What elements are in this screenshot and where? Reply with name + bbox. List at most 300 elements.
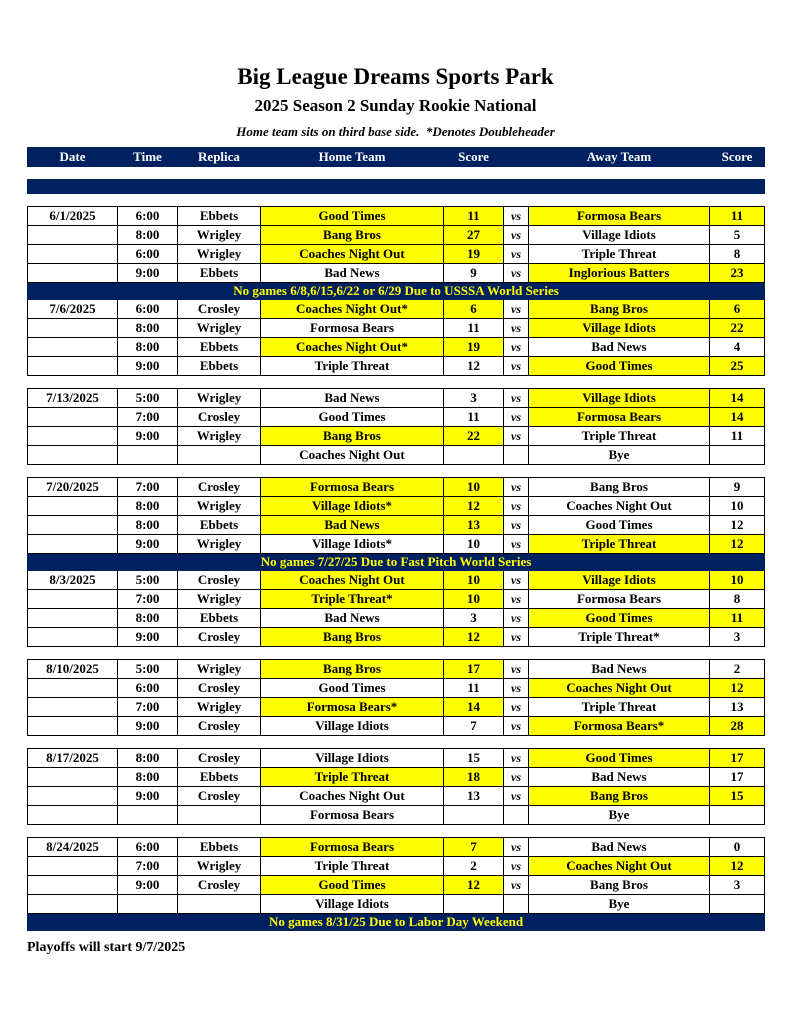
notice-banner-row <box>28 554 765 571</box>
home-team-cell: Triple Threat* <box>261 590 444 609</box>
date-cell <box>28 768 118 787</box>
time-cell: 6:00 <box>118 300 178 319</box>
date-cell: 7/13/2025 <box>28 389 118 408</box>
home-score-cell: 22 <box>444 427 504 446</box>
home-score-cell: 15 <box>444 749 504 768</box>
away-score-cell: 25 <box>710 357 765 376</box>
home-team-cell: Village Idiots <box>261 895 444 914</box>
date-cell <box>28 609 118 628</box>
time-cell: 6:00 <box>118 207 178 226</box>
game-row <box>28 226 765 245</box>
home-team-cell: Coaches Night Out <box>261 571 444 590</box>
away-score-cell: 11 <box>710 207 765 226</box>
away-score-cell: 3 <box>710 628 765 647</box>
table-header-row <box>28 148 765 167</box>
time-cell: 6:00 <box>118 245 178 264</box>
vs-cell: vs <box>504 427 529 446</box>
home-score-cell: 10 <box>444 571 504 590</box>
replica-cell: Wrigley <box>178 245 261 264</box>
away-team-cell: Bang Bros <box>529 478 710 497</box>
date-cell <box>28 806 118 825</box>
col-header-away-score: Score <box>710 148 765 167</box>
time-cell: 9:00 <box>118 717 178 736</box>
notice-banner-text: No games 8/31/25 Due to Labor Day Weekend <box>28 914 765 931</box>
replica-cell <box>178 895 261 914</box>
time-cell: 8:00 <box>118 749 178 768</box>
home-score-cell: 13 <box>444 516 504 535</box>
date-cell <box>28 357 118 376</box>
vs-cell <box>504 895 529 914</box>
home-score-cell: 12 <box>444 497 504 516</box>
col-header-time: Time <box>118 148 178 167</box>
replica-cell: Wrigley <box>178 497 261 516</box>
replica-cell: Ebbets <box>178 516 261 535</box>
replica-cell: Crosley <box>178 876 261 895</box>
replica-cell: Wrigley <box>178 226 261 245</box>
away-score-cell: 28 <box>710 717 765 736</box>
home-score-cell: 11 <box>444 679 504 698</box>
away-score-cell: 6 <box>710 300 765 319</box>
home-team-cell: Triple Threat <box>261 357 444 376</box>
vs-cell: vs <box>504 408 529 427</box>
home-score-cell: 12 <box>444 876 504 895</box>
date-cell <box>28 895 118 914</box>
vs-cell: vs <box>504 590 529 609</box>
vs-cell: vs <box>504 857 529 876</box>
date-cell <box>28 245 118 264</box>
vs-cell: vs <box>504 264 529 283</box>
spacer-row <box>28 647 765 660</box>
home-score-cell: 3 <box>444 389 504 408</box>
game-row <box>28 857 765 876</box>
date-cell <box>28 264 118 283</box>
game-row <box>28 535 765 554</box>
vs-cell: vs <box>504 787 529 806</box>
replica-cell: Ebbets <box>178 207 261 226</box>
replica-cell: Wrigley <box>178 319 261 338</box>
replica-cell: Wrigley <box>178 857 261 876</box>
vs-cell: vs <box>504 207 529 226</box>
replica-cell: Crosley <box>178 478 261 497</box>
away-score-cell: 2 <box>710 660 765 679</box>
replica-cell: Ebbets <box>178 768 261 787</box>
game-row <box>28 300 765 319</box>
replica-cell: Crosley <box>178 300 261 319</box>
date-cell <box>28 427 118 446</box>
time-cell: 6:00 <box>118 679 178 698</box>
vs-cell: vs <box>504 660 529 679</box>
home-team-cell: Good Times <box>261 408 444 427</box>
away-team-cell: Bang Bros <box>529 876 710 895</box>
vs-cell: vs <box>504 357 529 376</box>
vs-cell: vs <box>504 628 529 647</box>
schedule-body <box>28 167 765 931</box>
date-cell <box>28 590 118 609</box>
time-cell: 9:00 <box>118 628 178 647</box>
game-row <box>28 245 765 264</box>
replica-cell: Ebbets <box>178 357 261 376</box>
vs-cell: vs <box>504 226 529 245</box>
spacer-row <box>28 736 765 749</box>
replica-cell: Crosley <box>178 628 261 647</box>
home-score-cell: 7 <box>444 838 504 857</box>
home-team-cell: Bad News <box>261 516 444 535</box>
home-team-cell: Bang Bros <box>261 660 444 679</box>
spacer <box>28 167 765 180</box>
bye-row <box>28 446 765 465</box>
home-team-cell: Coaches Night Out <box>261 787 444 806</box>
time-cell: 9:00 <box>118 787 178 806</box>
time-cell: 8:00 <box>118 516 178 535</box>
time-cell: 8:00 <box>118 338 178 357</box>
vs-cell: vs <box>504 319 529 338</box>
home-score-cell: 19 <box>444 245 504 264</box>
away-team-cell: Bye <box>529 446 710 465</box>
replica-cell: Crosley <box>178 787 261 806</box>
home-team-cell: Good Times <box>261 679 444 698</box>
vs-cell: vs <box>504 717 529 736</box>
away-score-cell: 15 <box>710 787 765 806</box>
game-row <box>28 478 765 497</box>
time-cell: 7:00 <box>118 478 178 497</box>
home-score-cell: 2 <box>444 857 504 876</box>
spacer <box>28 736 765 749</box>
navy-divider-row <box>28 180 765 194</box>
vs-cell: vs <box>504 679 529 698</box>
col-header-date: Date <box>28 148 118 167</box>
away-score-cell <box>710 806 765 825</box>
game-row <box>28 590 765 609</box>
away-score-cell: 3 <box>710 876 765 895</box>
date-cell <box>28 679 118 698</box>
game-row <box>28 698 765 717</box>
away-score-cell: 22 <box>710 319 765 338</box>
game-row <box>28 338 765 357</box>
notice-banner-row <box>28 283 765 300</box>
away-team-cell: Bad News <box>529 338 710 357</box>
game-row <box>28 660 765 679</box>
replica-cell <box>178 806 261 825</box>
schedule-table <box>27 147 765 931</box>
home-team-cell: Bang Bros <box>261 427 444 446</box>
time-cell: 9:00 <box>118 264 178 283</box>
home-score-cell <box>444 446 504 465</box>
game-row <box>28 609 765 628</box>
date-cell: 7/20/2025 <box>28 478 118 497</box>
home-score-cell: 6 <box>444 300 504 319</box>
away-score-cell: 8 <box>710 245 765 264</box>
notice-banner-text: No games 7/27/25 Due to Fast Pitch World Series <box>28 554 765 571</box>
col-header-replica: Replica <box>178 148 261 167</box>
home-team-cell: Village Idiots <box>261 717 444 736</box>
replica-cell <box>178 446 261 465</box>
time-cell: 7:00 <box>118 590 178 609</box>
away-team-cell: Bang Bros <box>529 787 710 806</box>
date-cell: 8/17/2025 <box>28 749 118 768</box>
replica-cell: Crosley <box>178 749 261 768</box>
spacer <box>28 825 765 838</box>
date-cell <box>28 408 118 427</box>
away-score-cell <box>710 895 765 914</box>
time-cell: 7:00 <box>118 698 178 717</box>
game-row <box>28 408 765 427</box>
away-team-cell: Bang Bros <box>529 300 710 319</box>
home-score-cell: 27 <box>444 226 504 245</box>
time-cell: 7:00 <box>118 408 178 427</box>
home-score-cell <box>444 806 504 825</box>
game-row <box>28 571 765 590</box>
away-team-cell: Coaches Night Out <box>529 679 710 698</box>
date-cell <box>28 535 118 554</box>
vs-cell: vs <box>504 838 529 857</box>
replica-cell: Wrigley <box>178 535 261 554</box>
vs-cell: vs <box>504 389 529 408</box>
game-row <box>28 717 765 736</box>
home-score-cell: 17 <box>444 660 504 679</box>
home-score-cell: 10 <box>444 590 504 609</box>
replica-cell: Wrigley <box>178 389 261 408</box>
away-score-cell: 8 <box>710 590 765 609</box>
away-score-cell: 14 <box>710 389 765 408</box>
home-score-cell: 14 <box>444 698 504 717</box>
home-team-cell: Coaches Night Out* <box>261 338 444 357</box>
home-team-cell: Formosa Bears <box>261 838 444 857</box>
home-team-cell: Triple Threat <box>261 857 444 876</box>
date-cell <box>28 628 118 647</box>
time-cell: 8:00 <box>118 226 178 245</box>
time-cell: 5:00 <box>118 389 178 408</box>
navy-divider <box>28 180 765 194</box>
date-cell <box>28 446 118 465</box>
away-team-cell: Triple Threat <box>529 535 710 554</box>
away-team-cell: Formosa Bears* <box>529 717 710 736</box>
home-team-cell: Bang Bros <box>261 628 444 647</box>
replica-cell: Crosley <box>178 408 261 427</box>
away-team-cell: Triple Threat <box>529 427 710 446</box>
date-cell: 8/10/2025 <box>28 660 118 679</box>
away-team-cell: Formosa Bears <box>529 408 710 427</box>
away-team-cell: Village Idiots <box>529 571 710 590</box>
away-team-cell: Triple Threat <box>529 245 710 264</box>
away-team-cell: Bye <box>529 806 710 825</box>
date-cell: 8/3/2025 <box>28 571 118 590</box>
away-score-cell: 12 <box>710 679 765 698</box>
date-cell: 7/6/2025 <box>28 300 118 319</box>
vs-cell: vs <box>504 571 529 590</box>
home-team-cell: Village Idiots <box>261 749 444 768</box>
col-header-home-team: Home Team <box>261 148 444 167</box>
away-team-cell: Formosa Bears <box>529 207 710 226</box>
replica-cell: Ebbets <box>178 609 261 628</box>
home-team-cell: Coaches Night Out* <box>261 300 444 319</box>
replica-cell: Crosley <box>178 571 261 590</box>
date-cell <box>28 857 118 876</box>
away-team-cell: Village Idiots <box>529 389 710 408</box>
away-team-cell: Good Times <box>529 609 710 628</box>
date-cell <box>28 319 118 338</box>
vs-cell: vs <box>504 768 529 787</box>
replica-cell: Crosley <box>178 679 261 698</box>
date-cell: 8/24/2025 <box>28 838 118 857</box>
spacer-row <box>28 167 765 180</box>
home-team-cell: Bad News <box>261 609 444 628</box>
away-score-cell: 0 <box>710 838 765 857</box>
time-cell: 7:00 <box>118 857 178 876</box>
away-score-cell: 4 <box>710 338 765 357</box>
away-score-cell: 12 <box>710 516 765 535</box>
home-score-cell: 11 <box>444 408 504 427</box>
replica-cell: Wrigley <box>178 590 261 609</box>
spacer-row <box>28 376 765 389</box>
away-score-cell: 12 <box>710 857 765 876</box>
away-score-cell: 13 <box>710 698 765 717</box>
home-score-cell: 3 <box>444 609 504 628</box>
bye-row <box>28 806 765 825</box>
notice-banner-text: No games 6/8,6/15,6/22 or 6/29 Due to USSSA World Series <box>28 283 765 300</box>
vs-cell: vs <box>504 535 529 554</box>
away-team-cell: Bad News <box>529 660 710 679</box>
home-team-cell: Triple Threat <box>261 768 444 787</box>
home-team-cell: Formosa Bears* <box>261 698 444 717</box>
away-team-cell: Coaches Night Out <box>529 497 710 516</box>
away-team-cell: Coaches Night Out <box>529 857 710 876</box>
away-team-cell: Good Times <box>529 516 710 535</box>
replica-cell: Ebbets <box>178 838 261 857</box>
home-team-cell: Coaches Night Out <box>261 446 444 465</box>
away-score-cell: 5 <box>710 226 765 245</box>
home-team-cell: Bad News <box>261 264 444 283</box>
time-cell <box>118 895 178 914</box>
time-cell: 9:00 <box>118 876 178 895</box>
away-score-cell: 12 <box>710 535 765 554</box>
spacer <box>28 465 765 478</box>
away-team-cell: Bye <box>529 895 710 914</box>
spacer <box>28 194 765 207</box>
game-row <box>28 768 765 787</box>
away-score-cell: 17 <box>710 749 765 768</box>
game-row <box>28 207 765 226</box>
away-team-cell: Village Idiots <box>529 226 710 245</box>
game-row <box>28 876 765 895</box>
replica-cell: Crosley <box>178 717 261 736</box>
home-score-cell: 11 <box>444 207 504 226</box>
game-row <box>28 516 765 535</box>
home-score-cell: 12 <box>444 628 504 647</box>
date-cell <box>28 497 118 516</box>
home-team-cell: Bad News <box>261 389 444 408</box>
home-team-cell: Formosa Bears <box>261 478 444 497</box>
home-score-cell: 11 <box>444 319 504 338</box>
date-cell <box>28 226 118 245</box>
time-cell: 8:00 <box>118 609 178 628</box>
time-cell: 8:00 <box>118 319 178 338</box>
away-score-cell <box>710 446 765 465</box>
home-team-cell: Village Idiots* <box>261 535 444 554</box>
playoffs-note: Playoffs will start 9/7/2025 <box>27 940 186 955</box>
notice-banner-row <box>28 914 765 931</box>
vs-cell: vs <box>504 338 529 357</box>
date-cell <box>28 516 118 535</box>
time-cell: 5:00 <box>118 571 178 590</box>
game-row <box>28 357 765 376</box>
replica-cell: Wrigley <box>178 698 261 717</box>
away-score-cell: 17 <box>710 768 765 787</box>
replica-cell: Wrigley <box>178 660 261 679</box>
away-team-cell: Village Idiots <box>529 319 710 338</box>
home-team-cell: Village Idiots* <box>261 497 444 516</box>
vs-cell: vs <box>504 609 529 628</box>
spacer <box>28 376 765 389</box>
away-team-cell: Good Times <box>529 357 710 376</box>
home-score-cell: 18 <box>444 768 504 787</box>
away-score-cell: 14 <box>710 408 765 427</box>
game-row <box>28 749 765 768</box>
away-team-cell: Triple Threat* <box>529 628 710 647</box>
col-header-home-score: Score <box>444 148 504 167</box>
time-cell: 9:00 <box>118 357 178 376</box>
away-score-cell: 11 <box>710 609 765 628</box>
game-row <box>28 427 765 446</box>
vs-cell: vs <box>504 876 529 895</box>
away-score-cell: 9 <box>710 478 765 497</box>
game-row <box>28 679 765 698</box>
replica-cell: Ebbets <box>178 338 261 357</box>
page-title: Big League Dreams Sports Park <box>237 64 554 89</box>
home-score-cell <box>444 895 504 914</box>
bye-row <box>28 895 765 914</box>
time-cell <box>118 446 178 465</box>
away-score-cell: 11 <box>710 427 765 446</box>
away-team-cell: Triple Threat <box>529 698 710 717</box>
replica-cell: Ebbets <box>178 264 261 283</box>
home-score-cell: 19 <box>444 338 504 357</box>
col-header-vs <box>504 148 529 167</box>
time-cell: 9:00 <box>118 427 178 446</box>
time-cell: 9:00 <box>118 535 178 554</box>
date-cell <box>28 717 118 736</box>
time-cell: 8:00 <box>118 497 178 516</box>
game-row <box>28 787 765 806</box>
time-cell: 5:00 <box>118 660 178 679</box>
game-row <box>28 838 765 857</box>
date-cell <box>28 338 118 357</box>
home-team-cell: Coaches Night Out <box>261 245 444 264</box>
vs-cell <box>504 446 529 465</box>
home-team-cell: Formosa Bears <box>261 806 444 825</box>
home-team-cell: Formosa Bears <box>261 319 444 338</box>
spacer-row <box>28 465 765 478</box>
vs-cell: vs <box>504 245 529 264</box>
game-row <box>28 628 765 647</box>
page-subtitle: 2025 Season 2 Sunday Rookie National <box>254 96 537 115</box>
vs-cell: vs <box>504 516 529 535</box>
home-score-cell: 13 <box>444 787 504 806</box>
game-row <box>28 264 765 283</box>
home-score-cell: 10 <box>444 478 504 497</box>
vs-cell: vs <box>504 749 529 768</box>
home-team-cell: Good Times <box>261 207 444 226</box>
spacer <box>28 647 765 660</box>
date-cell <box>28 698 118 717</box>
time-cell <box>118 806 178 825</box>
away-score-cell: 10 <box>710 571 765 590</box>
game-row <box>28 319 765 338</box>
vs-cell <box>504 806 529 825</box>
home-score-cell: 7 <box>444 717 504 736</box>
spacer-row <box>28 825 765 838</box>
date-cell: 6/1/2025 <box>28 207 118 226</box>
away-team-cell: Bad News <box>529 838 710 857</box>
